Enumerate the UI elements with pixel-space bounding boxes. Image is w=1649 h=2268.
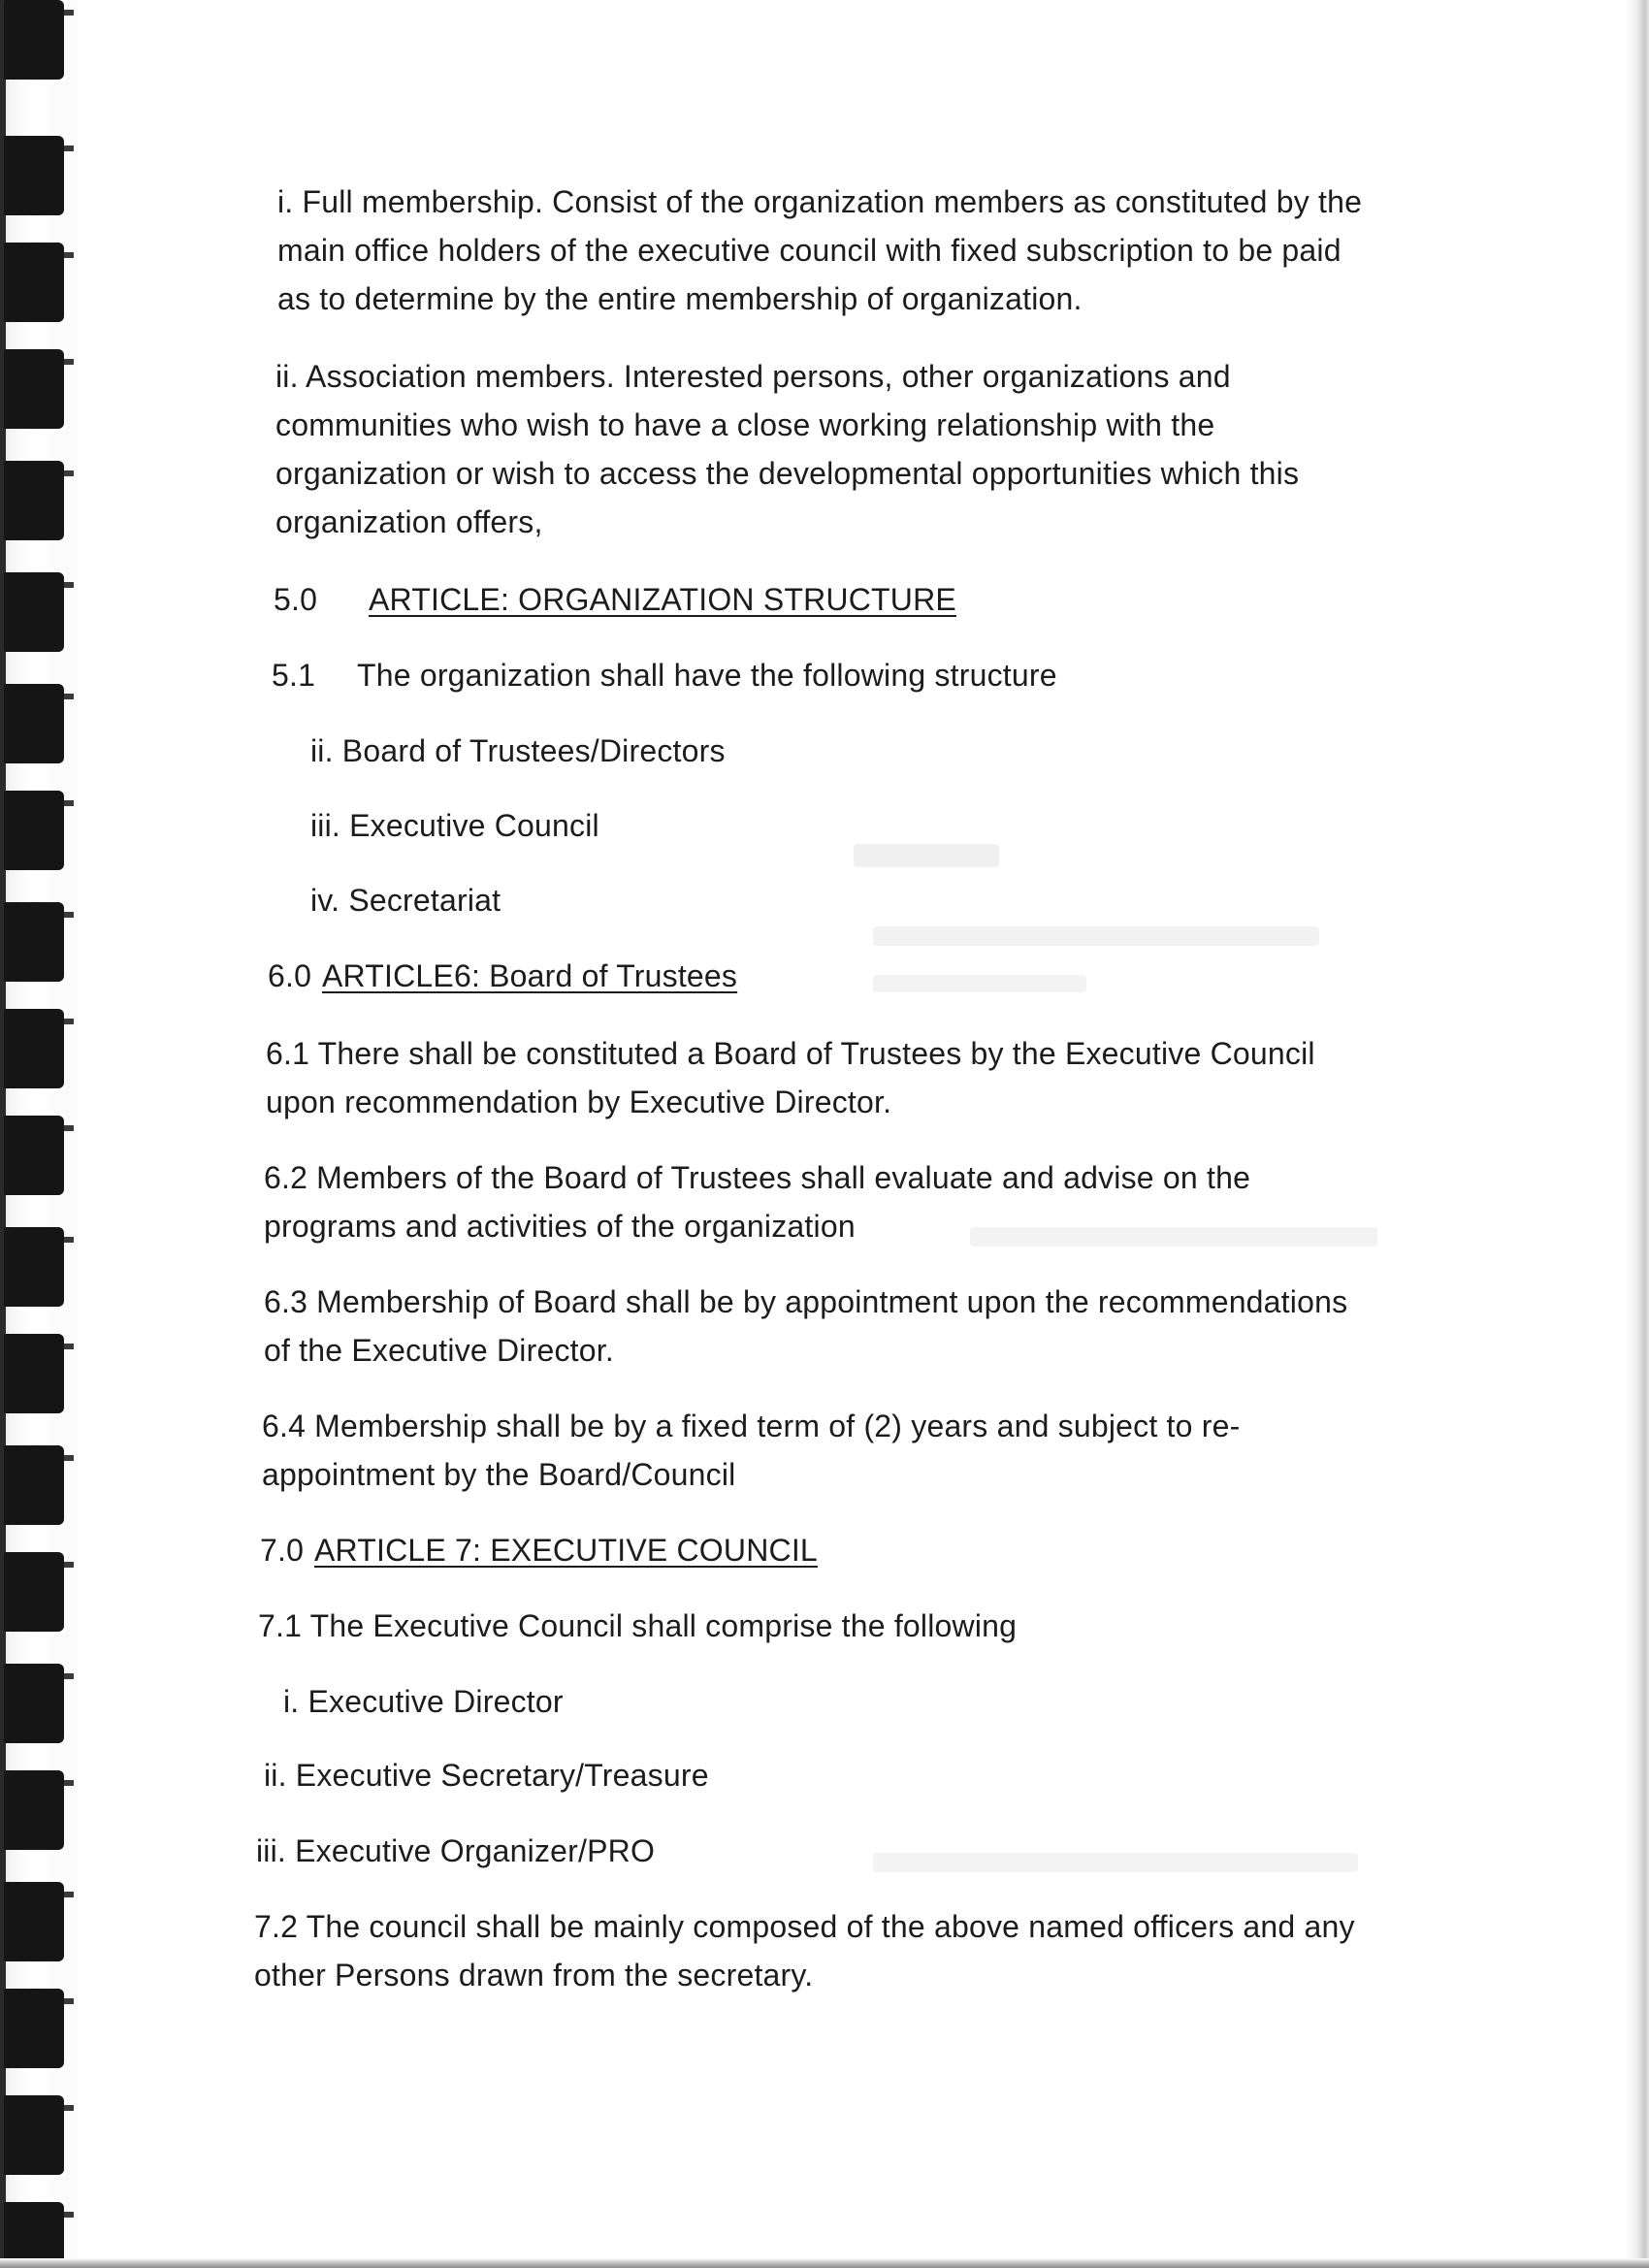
comb-binding-tooth: [4, 1009, 64, 1088]
comb-binding-tooth: [4, 572, 64, 652]
comb-binding-tooth: [4, 684, 64, 763]
full-membership-line: i. Full membership. Consist of the organization members as constituted by the: [277, 184, 1363, 219]
association-members-line: communities who wish to have a close working relationship with the: [275, 407, 1215, 442]
clause-6-1-line: upon recommendation by Executive Director.: [266, 1085, 892, 1119]
comb-binding-tooth: [4, 1334, 64, 1413]
clause-6-4-line: 6.4 Membership shall be by a fixed term of (2) years and subject to re-: [262, 1409, 1241, 1443]
council-list-item: i. Executive Director: [283, 1684, 564, 1719]
comb-binding-tooth: [4, 2095, 64, 2175]
structure-list-item: iii. Executive Council: [310, 808, 599, 843]
council-list-item: ii. Executive Secretary/Treasure: [264, 1758, 709, 1793]
comb-binding-tooth: [4, 0, 64, 80]
article5-heading: ARTICLE: ORGANIZATION STRUCTURE: [369, 582, 956, 617]
clause-6-2-line: 6.2 Members of the Board of Trustees shall evaluate and advise on the: [264, 1160, 1251, 1195]
comb-binding-tooth: [4, 243, 64, 322]
page-right-edge: [1626, 0, 1649, 2268]
full-membership-line: main office holders of the executive council with fixed subscription to be paid: [277, 233, 1342, 268]
clause-7-2-line: 7.2 The council shall be mainly composed of the above named officers and any: [254, 1909, 1355, 1944]
comb-binding-strip: [0, 0, 78, 2268]
comb-binding-tooth: [4, 1989, 64, 2068]
article5-number: 5.0: [274, 582, 318, 617]
comb-binding-tooth: [4, 791, 64, 870]
bleed-through-smudge: [873, 1853, 1358, 1872]
clause-7-2-line: other Persons drawn from the secretary.: [254, 1958, 814, 1993]
clause-6-3-line: of the Executive Director.: [264, 1333, 614, 1368]
article7-heading: ARTICLE 7: EXECUTIVE COUNCIL: [314, 1533, 818, 1568]
comb-binding-tooth: [4, 349, 64, 429]
association-members-line: ii. Association members. Interested persons, other organizations and: [275, 359, 1231, 394]
association-members-line: organization offers,: [275, 504, 543, 539]
structure-list-item: iv. Secretariat: [310, 883, 501, 918]
article6-number: 6.0: [268, 958, 312, 993]
comb-binding-tooth: [4, 1445, 64, 1525]
structure-list-item: ii. Board of Trustees/Directors: [310, 733, 726, 768]
clause-5-1-text: The organization shall have the following structure: [357, 658, 1057, 693]
comb-binding-tooth: [4, 1664, 64, 1743]
comb-binding-tooth: [4, 136, 64, 215]
comb-binding-tooth: [4, 1552, 64, 1632]
clause-6-2-line: programs and activities of the organization: [264, 1209, 856, 1244]
comb-binding-tooth: [4, 902, 64, 982]
clause-5-1-number: 5.1: [272, 658, 316, 693]
article6-heading: ARTICLE6: Board of Trustees: [322, 958, 738, 993]
page-bottom-edge: [0, 2258, 1649, 2268]
full-membership-line: as to determine by the entire membership of organization.: [277, 281, 1083, 316]
bleed-through-smudge: [970, 1227, 1377, 1247]
clause-7-1-text: 7.1 The Executive Council shall comprise the following: [258, 1608, 1018, 1643]
article7-number: 7.0: [260, 1533, 305, 1568]
comb-binding-tooth: [4, 461, 64, 540]
bleed-through-smudge: [873, 975, 1086, 992]
clause-6-4-line: appointment by the Board/Council: [262, 1457, 736, 1492]
bleed-through-smudge: [873, 926, 1319, 946]
bleed-through-smudge: [854, 844, 999, 867]
comb-binding-tooth: [4, 1770, 64, 1850]
clause-6-1-line: 6.1 There shall be constituted a Board of Trustees by the Executive Council: [266, 1036, 1315, 1071]
clause-6-3-line: 6.3 Membership of Board shall be by appointment upon the recommendations: [264, 1284, 1348, 1319]
comb-binding-tooth: [4, 1227, 64, 1307]
comb-binding-tooth: [4, 1116, 64, 1195]
association-members-line: organization or wish to access the developmental opportunities which this: [275, 456, 1300, 491]
comb-binding-tooth: [4, 1882, 64, 1961]
council-list-item: iii. Executive Organizer/PRO: [256, 1833, 656, 1868]
